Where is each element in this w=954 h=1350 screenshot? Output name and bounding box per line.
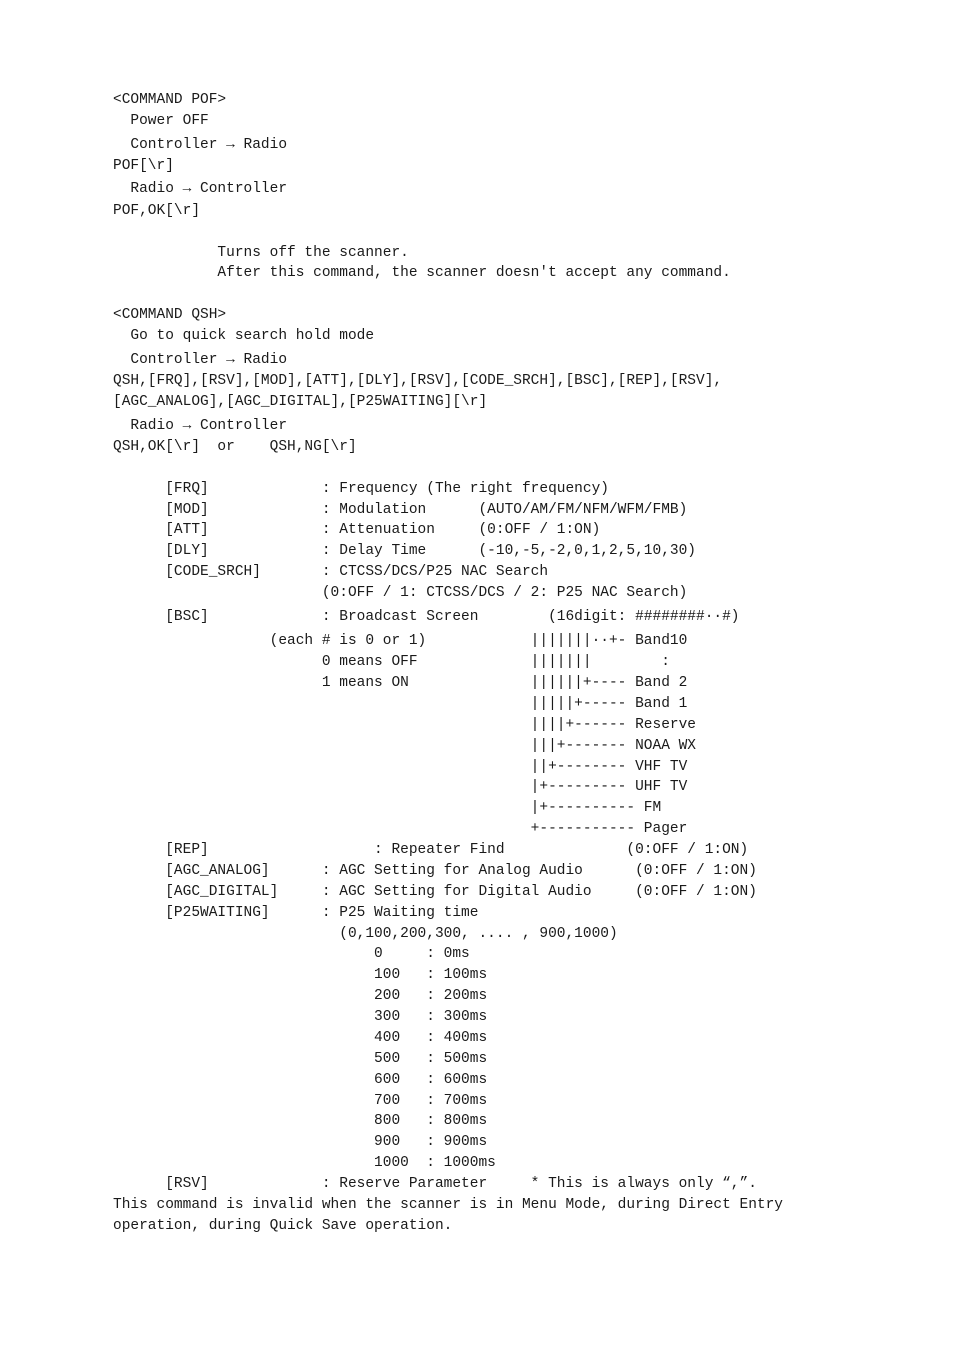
text-line: ||||+------ Reserve	[113, 717, 696, 733]
text-line: [RSV] : Reserve Parameter * This is always only “,”.	[113, 1176, 757, 1192]
text-line: 800 : 800ms	[113, 1113, 488, 1129]
text-line: 500 : 500ms	[113, 1051, 488, 1067]
text-line: 600 : 600ms	[113, 1072, 488, 1088]
text-line: [AGC_DIGITAL] : AGC Setting for Digital Audio (0:OFF / 1:ON)	[113, 884, 757, 900]
text-line: 400 : 400ms	[113, 1030, 488, 1046]
text-line: <COMMAND QSH>	[113, 307, 227, 323]
text-line: Go to quick search hold mode	[113, 328, 375, 344]
text-line: [REP] : Repeater Find (0:OFF / 1:ON)	[113, 842, 749, 858]
text-line: (0:OFF / 1: CTCSS/DCS / 2: P25 NAC Search)	[113, 585, 688, 601]
text-line: Radio → Controller	[113, 418, 288, 434]
text-line: Controller → Radio	[113, 137, 288, 153]
text-line: [BSC] : Broadcast Screen (16digit: ########··#)	[113, 609, 740, 625]
text-line: (0,100,200,300, .... , 900,1000)	[113, 926, 618, 942]
text-line: QSH,OK[\r] or QSH,NG[\r]	[113, 439, 357, 455]
text-line: <COMMAND POF>	[113, 92, 227, 108]
text-line: [DLY] : Delay Time (-10,-5,-2,0,1,2,5,10,30)	[113, 543, 696, 559]
text-line: [FRQ] : Frequency (The right frequency)	[113, 481, 609, 497]
text-line: 0 means OFF ||||||| :	[113, 654, 670, 670]
text-line: |||+------- NOAA WX	[113, 738, 696, 754]
text-line: [ATT] : Attenuation (0:OFF / 1:ON)	[113, 522, 601, 538]
text-line: (each # is 0 or 1) |||||||··+- Band10	[113, 633, 688, 649]
text-line: This command is invalid when the scanner is in Menu Mode, during Direct Entry	[113, 1197, 784, 1213]
text-line: |+--------- UHF TV	[113, 779, 688, 795]
text-line: [AGC_ANALOG] : AGC Setting for Analog Audio (0:OFF / 1:ON)	[113, 863, 757, 879]
text-line: 300 : 300ms	[113, 1009, 488, 1025]
text-line: |||||+----- Band 1	[113, 696, 688, 712]
text-line: ||+-------- VHF TV	[113, 759, 688, 775]
text-line: [P25WAITING] : P25 Waiting time	[113, 905, 479, 921]
text-line: QSH,[FRQ],[RSV],[MOD],[ATT],[DLY],[RSV],[CODE_SRCH],[BSC],[REP],[RSV],	[113, 373, 723, 389]
text-line: 0 : 0ms	[113, 946, 470, 962]
text-line: POF[\r]	[113, 158, 174, 174]
text-line: 1 means ON ||||||+---- Band 2	[113, 675, 688, 691]
text-line: POF,OK[\r]	[113, 203, 201, 219]
text-line: 1000 : 1000ms	[113, 1155, 496, 1171]
text-line: [MOD] : Modulation (AUTO/AM/FM/NFM/WFM/FMB)	[113, 502, 688, 518]
text-line: Turns off the scanner.	[113, 245, 409, 261]
text-line: operation, during Quick Save operation.	[113, 1218, 453, 1234]
text-line: 200 : 200ms	[113, 988, 488, 1004]
text-line: After this command, the scanner doesn't accept any command.	[113, 265, 731, 281]
text-line: Power OFF	[113, 113, 209, 129]
text-line: 900 : 900ms	[113, 1134, 488, 1150]
text-line: +----------- Pager	[113, 821, 688, 837]
text-line: 100 : 100ms	[113, 967, 488, 983]
text-line: Radio → Controller	[113, 181, 288, 197]
text-line: [AGC_ANALOG],[AGC_DIGITAL],[P25WAITING][\r]	[113, 394, 488, 410]
text-line: [CODE_SRCH] : CTCSS/DCS/P25 NAC Search	[113, 564, 549, 580]
text-line: |+---------- FM	[113, 800, 662, 816]
text-line: 700 : 700ms	[113, 1093, 488, 1109]
text-line: Controller → Radio	[113, 352, 288, 368]
